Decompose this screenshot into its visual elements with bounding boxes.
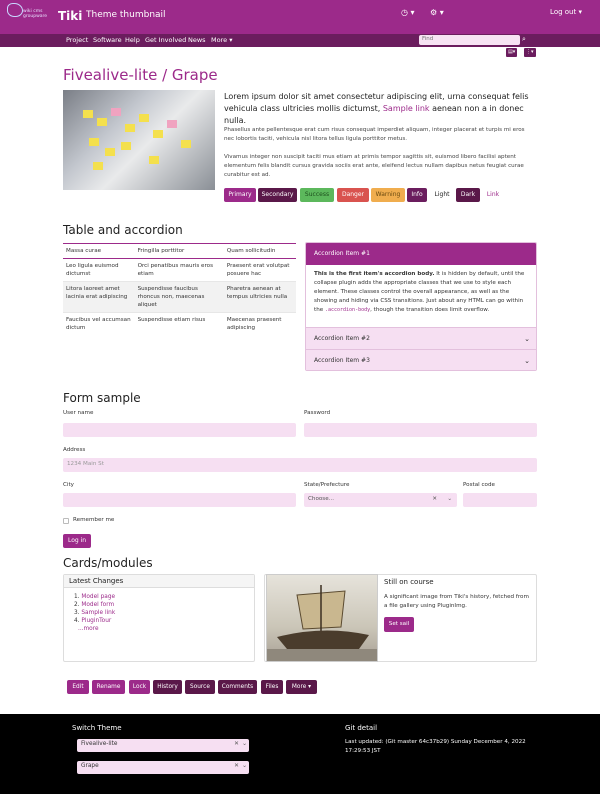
username-field[interactable] <box>63 423 296 437</box>
clock-icon[interactable]: ◷ ▾ <box>401 8 415 17</box>
warning-button[interactable]: Warning <box>371 188 405 202</box>
table-row <box>63 313 296 336</box>
theme-option-select[interactable]: Grape ✕ ⌄ <box>77 761 249 774</box>
theme-select[interactable]: Fivealive-lite ✕ ⌄ <box>77 739 249 752</box>
more-actions-button[interactable]: More ▾ <box>286 680 317 694</box>
state-label: State/Prefecture <box>304 482 350 488</box>
table-cell: Orci penatibus mauris eros etiam <box>135 259 224 282</box>
remember-label: Remember me <box>73 517 115 523</box>
clear-icon[interactable]: ✕ <box>234 763 239 769</box>
danger-button[interactable]: Danger <box>337 188 369 202</box>
set-sail-button[interactable]: Set sail <box>384 617 414 632</box>
sample-link-item[interactable]: Sample link <box>81 610 116 616</box>
table-row <box>63 259 296 282</box>
table-cell: Suspendisse etiam risus <box>135 313 224 336</box>
table-cell: Pharetra aenean at tempus ultricies nulla <box>224 282 296 313</box>
gear-icon[interactable]: ⚙ ▾ <box>430 8 444 17</box>
options-icon[interactable]: ⋮▾ <box>526 49 534 55</box>
nav-item-project[interactable]: Project <box>66 36 89 44</box>
paragraph-1: Phasellus ante pellentesque erat cum risus consequat imperdiet aliquam, integer placerat et turpis mi eros nec lobortis taciti, vehicula nisl litora tellus ligula porttitor metus. <box>224 127 525 142</box>
latest-changes-module <box>63 574 255 662</box>
table-header-cell: Massa curae <box>63 244 135 259</box>
edit-button[interactable]: Edit <box>67 680 89 694</box>
model-form-link[interactable]: Model form <box>81 602 115 608</box>
top-bar <box>0 0 600 34</box>
secondary-button[interactable]: Secondary <box>258 188 297 202</box>
list-item: 1. Model page <box>74 594 116 600</box>
username-label: User name <box>63 410 94 416</box>
module-list <box>74 593 115 633</box>
state-select[interactable]: Choose... ✕ ⌄ <box>304 493 457 507</box>
form-heading: Form sample <box>63 391 141 405</box>
remember-checkbox[interactable] <box>63 518 69 524</box>
nav-item-help[interactable]: Help <box>125 36 140 44</box>
password-label: Password <box>304 410 331 416</box>
logout-button[interactable]: Log out ▾ <box>550 8 582 16</box>
tiki-logo-icon <box>7 3 23 17</box>
module-title: Latest Changes <box>64 575 254 588</box>
nav-item-software[interactable]: Software <box>93 36 122 44</box>
table-cell: Faucibus vel accumsan dictum <box>63 313 135 336</box>
lead-paragraph: Lorem ipsum dolor sit amet consectetur adipiscing elit, urna consequat felis vehicula class ultricies mollis dictumst, Sample link aenean non a in donec nulla. <box>224 92 529 125</box>
history-button[interactable]: History <box>153 680 182 694</box>
plugintour-link[interactable]: PluginTour <box>81 618 112 624</box>
nav-item-get-involved[interactable]: Get Involved <box>145 36 187 44</box>
nav-item-more[interactable]: More ▾ <box>211 36 233 44</box>
page-title: Fivealive-lite / Grape <box>63 66 218 84</box>
whiteboard-image <box>63 90 215 190</box>
comments-button[interactable]: Comments <box>218 680 257 694</box>
table-cell: Litora laoreet amet lacinia erat adipiscing <box>63 282 135 313</box>
sample-table <box>63 243 296 335</box>
clear-icon[interactable]: ✕ <box>234 741 239 747</box>
chevron-down-icon: ⌄ <box>242 741 247 747</box>
site-title: Theme thumbnail <box>86 10 166 20</box>
info-button[interactable]: Info <box>407 188 427 202</box>
chevron-down-icon: ⌄ <box>242 763 247 769</box>
accordion-item-3-header[interactable]: Accordion Item #3 ⌄ <box>306 349 537 371</box>
table-cell: Suspendisse faucibus rhoncus non, maecenas aliquet <box>135 282 224 313</box>
table-cell: Leo ligula euismod dictumst <box>63 259 135 282</box>
accordion-item-1-header[interactable]: Accordion Item #1 <box>306 243 537 265</box>
password-field[interactable] <box>304 423 537 437</box>
search-icon[interactable]: ⌕ <box>522 35 526 43</box>
primary-button[interactable]: Primary <box>224 188 256 202</box>
chevron-down-icon: ⌄ <box>524 357 530 365</box>
language-icon[interactable]: ▤▾ <box>508 49 516 55</box>
accordion-item-1-body: This is the first item's accordion body. It is hidden by default, until the collapse plugin adds the appropriate classes that we use to style each element. These classes control the overall appearance, as well as the showing and hiding via CSS transitions. Just about any HTML can go within the .accordion-body, though the transition does limit overflow. <box>314 271 525 313</box>
table-cell: Maecenas praesent adipiscing <box>224 313 296 336</box>
light-button[interactable]: Light <box>431 188 453 202</box>
address-field[interactable]: 1234 Main St <box>63 458 537 472</box>
chevron-down-icon: ⌄ <box>447 496 452 502</box>
postal-code-field[interactable] <box>463 493 537 507</box>
sample-link[interactable]: Sample link <box>382 104 430 113</box>
switch-theme-title: Switch Theme <box>72 724 122 732</box>
search-input[interactable]: Find <box>419 35 520 45</box>
table-row <box>63 282 296 313</box>
cards-heading: Cards/modules <box>63 556 153 570</box>
clear-icon[interactable]: ✕ <box>432 496 437 502</box>
dark-button[interactable]: Dark <box>456 188 480 202</box>
address-label: Address <box>63 447 86 453</box>
list-item: 4. PluginTour <box>74 618 112 624</box>
success-button[interactable]: Success <box>300 188 334 202</box>
accordion <box>305 242 537 371</box>
link-button[interactable]: Link <box>483 188 503 202</box>
git-detail-text: Last updated: (Git master 64c37b29) Sunday December 4, 2022 17:29:53 JST <box>345 739 526 754</box>
brand-name[interactable]: Tiki <box>58 9 83 23</box>
table-heading: Table and accordion <box>63 223 183 237</box>
git-detail-title: Git detail <box>345 724 378 732</box>
logo-text: wiki cms groupware <box>23 9 48 19</box>
table-header-cell: Quam sollicitudin <box>224 244 296 259</box>
table-header-row <box>63 244 296 259</box>
table-header-cell: Fringilla porttitor <box>135 244 224 259</box>
accordion-item-2-header[interactable]: Accordion Item #2 ⌄ <box>306 327 537 349</box>
city-label: City <box>63 482 74 488</box>
nav-item-news[interactable]: News <box>188 36 206 44</box>
list-item: 2. Model form <box>74 602 115 608</box>
postal-label: Postal code <box>463 482 495 488</box>
paragraph-2: Vivamus integer non suscipit taciti mus etiam at primis tempor sagittis sit, euismod libero facilisi aptent elementum felis blandit cursus gravida sociis erat ante, eleifend lectus nullam dapibus netus feugiat curae curabitur est ad. <box>224 154 524 178</box>
source-button[interactable]: Source <box>185 680 215 694</box>
lock-button[interactable]: Lock <box>129 680 150 694</box>
list-item: 3. Sample link <box>74 610 116 616</box>
site-logo[interactable] <box>5 2 51 32</box>
city-field[interactable] <box>63 493 296 507</box>
login-button[interactable]: Log in <box>63 534 91 548</box>
accordion-code: .accordion-body <box>324 307 371 313</box>
card-title: Still on course <box>384 578 434 586</box>
table-cell: Praesent erat volutpat posuere hac <box>224 259 296 282</box>
ship-image <box>266 574 378 662</box>
rename-button[interactable]: Rename <box>92 680 125 694</box>
model-page-link[interactable]: Model page <box>81 594 116 600</box>
more-link[interactable]: ...more <box>78 626 99 632</box>
chevron-down-icon: ⌄ <box>524 335 530 343</box>
files-button[interactable]: Files <box>261 680 283 694</box>
card-text: A significant image from Tiki's history, fetched from a file gallery using PluginImg. <box>384 594 529 609</box>
